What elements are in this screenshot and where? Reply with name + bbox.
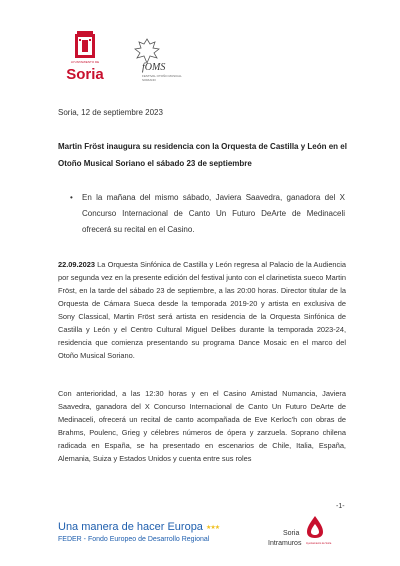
foms-logo [132, 38, 182, 86]
feder-slogan [58, 520, 209, 534]
soria-intramuros-logo [266, 515, 336, 551]
bullet-icon: • [70, 193, 73, 202]
paragraph-1-lead: 22.09.2023 [58, 260, 95, 269]
foms-logo-subtitle: FESTIVAL OTOÑO MUSICAL SORIANO [142, 74, 182, 82]
page-number: -1- [336, 503, 345, 510]
bullet-item [70, 190, 345, 238]
flame-icon [306, 515, 324, 539]
soria-intramuros-line1: Soria [283, 530, 300, 537]
eu-stars-icon: ★★★ [206, 525, 220, 531]
soria-logo [60, 30, 110, 86]
feder-slogan-a: Una manera de hacer [58, 521, 168, 533]
soria-intramuros-line2: Intramuros [268, 540, 302, 547]
paragraph-1-body: La Orquesta Sinfónica de Castilla y León regresa al Palacio de la Audiencia por segunda vez en la presente edición del festival junto con el clarinetista sueco Martin Fröst, en la tarde del sábado 23 de septiembre, a las 20:00 horas. Director titular de la Orquesta de Cámara Sueca desde la temporada 2019-20 y artista en exclusiva de Sony Classical, Martin Fröst será artista en residencia de la Orquesta Sinfónica de Castilla y León y el Centro Cultural Miguel Delibes durante la temporada 2023-24, residencia que comienza presentando su programa Dance Mosaic en el marco del Otoño Musical Soriano. [58, 260, 346, 360]
feder-footer [58, 520, 220, 543]
feder-slogan-b: Europa [167, 521, 203, 533]
document-date: Soria, 12 de septiembre 2023 [58, 108, 163, 117]
headline: Martin Fröst inaugura su residencia con la Orquesta de Castilla y León en el Otoño Musical Soriano el sábado 23 de septiembre [58, 142, 347, 168]
soria-logo-small-text: AYUNTAMIENTO DE [70, 60, 100, 64]
soria-intramuros-small: Ayuntamiento de Soria [306, 542, 332, 545]
paragraph-1 [58, 258, 346, 362]
feder-caption: FEDER - Fondo Europeo de Desarrollo Regional [58, 536, 210, 543]
paragraph-2: Con anterioridad, a las 12:30 horas y en el Casino Amistad Numancia, Javiera Saavedra, ganadora del X Concurso Internacional de Canto Un Futuro DeArte de Medinaceli, ofrecerá un recital de canto acompañada de Eve Kerloc'h con obras de Brahms, Poulenc, Grieg y célebres números de ópera y zarzuela. Soprano chilena radicada en España, se ha presentado en escenarios de Chile, Italia, España, Alemania, Suiza y Estados Unidos y cuenta entre sus roles [58, 389, 346, 463]
bullet-text: En la mañana del mismo sábado, Javiera Saavedra, ganadora del X Concurso Internacional de Canto Un Futuro DeArte de Medinaceli ofrecerá su recital en el Casino. [82, 193, 345, 234]
soria-coat-of-arms-icon [60, 30, 110, 62]
soria-logo-name: Soria [66, 66, 104, 83]
foms-logo-name: fOMS [142, 62, 166, 73]
leaf-icon [132, 38, 162, 64]
